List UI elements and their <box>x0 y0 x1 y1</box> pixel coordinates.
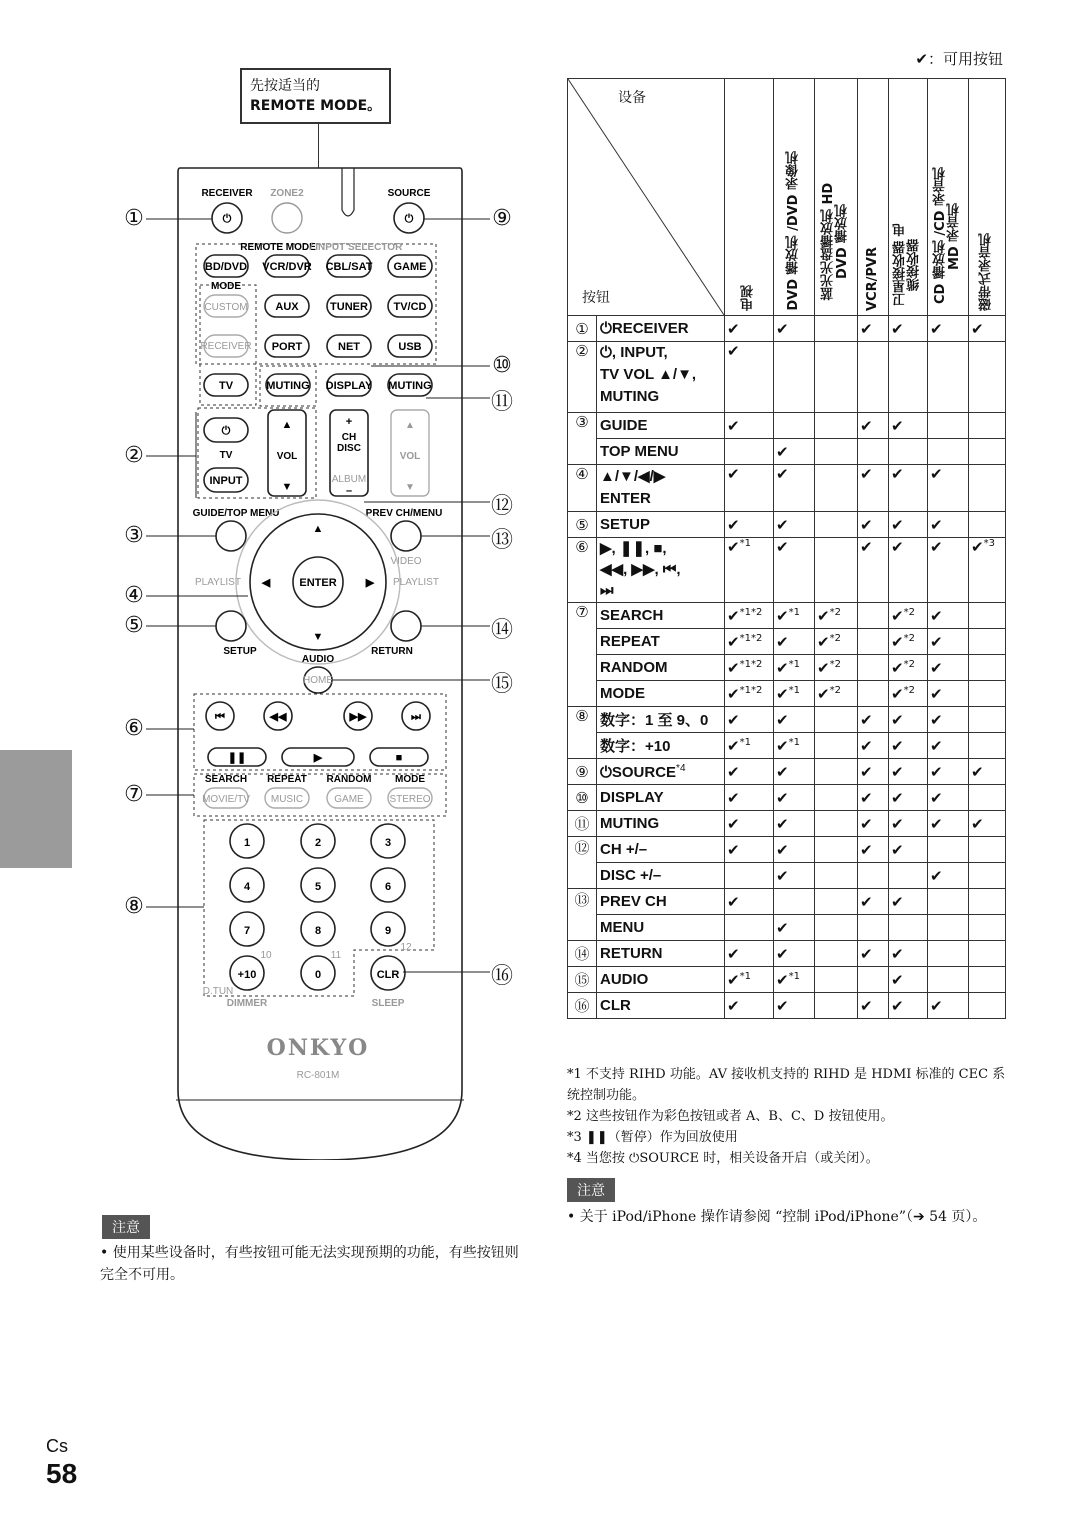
callout-8: ⑧ <box>124 894 144 919</box>
port-label: PORT <box>271 341 303 353</box>
column-header: DVD 播放机 /DVD 录像机 <box>774 79 815 316</box>
vol-label: VOL <box>399 451 421 462</box>
digit-label: +10 <box>237 969 257 981</box>
mode-label: MODE <box>211 281 241 292</box>
minus-icon: – <box>345 485 353 497</box>
column-header: 卫星接收器 电缆接收器 <box>889 79 928 316</box>
usb-label: USB <box>398 341 422 353</box>
game-label: GAME <box>393 261 427 273</box>
callout-11: ⑪ <box>490 390 513 415</box>
receiver-mode-label: RECEIVER <box>200 341 252 352</box>
table-row: RANDOM ✔$^{*1*2}$ ✔$^{*1}$ ✔$^{*2}$ ✔$^{*2}$ ✔ <box>568 655 1006 681</box>
up-arrow-icon: ▲ <box>312 523 324 535</box>
digit-label: 5 <box>314 881 322 893</box>
button-header: 按钮 <box>582 290 610 306</box>
table-row: DISC +/– ✔ ✔ <box>568 863 1006 889</box>
power-icon: ⏻ <box>222 213 232 225</box>
note-badge-left: 注意 <box>102 1215 150 1239</box>
callout-15: ⑮ <box>490 672 513 697</box>
digit-label: 1 <box>243 837 251 849</box>
vcr-dvr-label: VCR/DVR <box>262 261 312 273</box>
column-header: CD 播放机 /CD 录音机 MD 录音机 <box>928 79 969 316</box>
device-header: 设备 <box>618 90 646 106</box>
mode2-label: MODE <box>395 774 425 785</box>
column-header: 蓝光光盘播放机 HD DVD 播放机 <box>815 79 858 316</box>
dtun-label: D.TUN <box>202 986 234 997</box>
power-icon: ⏻ <box>221 425 231 437</box>
table-row: ① ⏻RECEIVER ✔ ✔ ✔ ✔ ✔ ✔ <box>568 316 1006 342</box>
table-row: ② ⏻, INPUT, TV VOL ▲/▼, MUTING ✔ <box>568 342 1006 413</box>
setup-label: SETUP <box>223 646 257 657</box>
digit-label: 2 <box>314 837 322 849</box>
digit-label: 7 <box>243 925 251 937</box>
digit-label: 4 <box>243 881 251 893</box>
up-arrow-icon: ▲ <box>281 419 293 431</box>
table-row: ⑩ DISPLAY ✔ ✔ ✔ ✔ ✔ <box>568 785 1006 811</box>
callout-lines <box>0 0 560 1000</box>
remote-mode-label: REMOTE MODE <box>240 242 316 253</box>
onkyo-logo: ONKYO <box>266 1035 370 1061</box>
digit-label: 3 <box>384 837 392 849</box>
return-label: RETURN <box>371 646 413 657</box>
skip-forward-icon: ⏭ <box>411 711 421 723</box>
callout-4: ④ <box>124 583 144 608</box>
audio-label: AUDIO <box>301 654 335 665</box>
rewind-icon: ◀◀ <box>269 711 287 723</box>
callout-9: ⑨ <box>492 206 512 231</box>
digit-label: 0 <box>314 969 322 981</box>
legend: ✔：可用按钮 <box>915 50 1003 68</box>
table-row: ⑫ CH +/– ✔ ✔ ✔ ✔ <box>568 837 1006 863</box>
callout-12: ⑫ <box>490 494 513 519</box>
repeat-label: REPEAT <box>267 774 307 785</box>
net-label: NET <box>338 341 360 353</box>
movie-tv-label: MOVIE/TV <box>202 794 250 805</box>
display-label: DISPLAY <box>325 380 373 392</box>
table-row: MENU ✔ <box>568 915 1006 941</box>
digit-label: 9 <box>384 925 392 937</box>
enter-label: ENTER <box>299 577 337 589</box>
callout-1: ① <box>124 206 144 231</box>
table-row: ⑯ CLR ✔ ✔ ✔ ✔ ✔ <box>568 993 1006 1019</box>
tv-vol-label: VOL <box>276 451 298 462</box>
dimmer-label: DIMMER <box>226 998 268 1009</box>
down-arrow-icon: ▼ <box>281 481 293 493</box>
table-row: ⑤ SETUP ✔ ✔ ✔ ✔ ✔ <box>568 512 1006 538</box>
video-label: VIDEO <box>390 556 422 567</box>
input-selector-label: / INPUT SELECTOR <box>309 242 403 253</box>
tuner-label: TUNER <box>330 301 368 313</box>
power-icon: ⏻ <box>404 213 414 225</box>
tv-muting-label: MUTING <box>266 380 310 392</box>
compatibility-table <box>567 78 1006 1019</box>
random-label: RANDOM <box>326 774 372 785</box>
right-arrow-icon: ▶ <box>365 577 375 589</box>
callout-2: ② <box>124 443 144 468</box>
pause-icon: ❚❚ <box>227 752 247 764</box>
playlist-right-label: PLAYLIST <box>393 577 439 588</box>
table-row: MODE ✔$^{*1*2}$ ✔$^{*1}$ ✔$^{*2}$ ✔$^{*2}$ ✔ <box>568 681 1006 707</box>
play-icon: ▶ <box>313 752 323 764</box>
table-row: TOP MENU ✔ <box>568 439 1006 465</box>
callout-6: ⑥ <box>124 716 144 741</box>
tv-input-label: INPUT <box>209 475 243 487</box>
n12-label: 12 <box>400 942 412 953</box>
table-row: ⑬ PREV CH ✔ ✔ ✔ <box>568 889 1006 915</box>
table-row: 数字：+10 ✔$^{*1}$ ✔$^{*1}$ ✔ ✔ ✔ <box>568 733 1006 759</box>
column-header: 电视 <box>725 79 774 316</box>
plus-icon: + <box>345 416 353 428</box>
up-arrow-icon: ▲ <box>405 420 415 431</box>
callout-13: ⑬ <box>490 528 513 553</box>
table-row: ⑦ SEARCH ✔$^{*1*2}$ ✔$^{*1}$ ✔$^{*2}$ ✔$^{*2}$ ✔ <box>568 603 1006 629</box>
tv-cd-label: TV/CD <box>393 301 427 313</box>
table-row: ③ GUIDE ✔ ✔ ✔ <box>568 413 1006 439</box>
table-row: ⑮ AUDIO ✔$^{*1}$ ✔$^{*1}$ ✔ <box>568 967 1006 993</box>
tv-label: TV <box>219 450 233 461</box>
left-arrow-icon: ◀ <box>261 577 271 589</box>
muting-label: MUTING <box>388 380 432 392</box>
bd-dvd-label: BD/DVD <box>204 261 248 273</box>
stereo-label: STEREO <box>389 794 431 805</box>
callout-10: ⑩ <box>492 353 512 378</box>
music-label: MUSIC <box>270 794 304 805</box>
page-number: 58 <box>46 1458 78 1489</box>
digit-label: 8 <box>314 925 322 937</box>
skip-back-icon: ⏮ <box>215 711 225 723</box>
source-label: SOURCE <box>387 188 431 199</box>
fast-forward-icon: ▶▶ <box>349 711 367 723</box>
album-label: ALBUM <box>331 474 367 485</box>
custom-label: CUSTOM <box>204 302 248 313</box>
model-label: RC-801M <box>296 1070 340 1081</box>
down-arrow-icon: ▼ <box>312 631 324 643</box>
game-mode-label: GAME <box>334 794 364 805</box>
table-row: ⑪ MUTING ✔ ✔ ✔ ✔ ✔ ✔ <box>568 811 1006 837</box>
table-row: REPEAT ✔$^{*1*2}$ ✔ ✔$^{*2}$ ✔$^{*2}$ ✔ <box>568 629 1006 655</box>
footnote-3: *3 ❚❚（暂停）作为回放使用 <box>567 1130 738 1145</box>
table-row: ⑥ ▶, ❚❚, ■, ◀◀, ▶▶, ⏮, ⏭ ✔$^{*1}$ ✔ ✔ ✔ ✔ ✔$^{*3}$ <box>568 538 1006 603</box>
sleep-label: SLEEP <box>371 998 405 1009</box>
home-label: HOME <box>303 675 333 686</box>
note-left: • 使用某些设备时，有些按钮可能无法实现预期的功能，有些按钮则完全不可用。 <box>100 1245 519 1283</box>
digit-label: CLR <box>376 969 400 981</box>
column-header: VCR/PVR <box>858 79 889 316</box>
down-arrow-icon: ▼ <box>405 482 415 493</box>
header-corner <box>568 79 725 316</box>
table-row: ⑨ ⏻SOURCE$^{*4}$ ✔ ✔ ✔ ✔ ✔ ✔ <box>568 759 1006 785</box>
receiver-label: RECEIVER <box>201 188 253 199</box>
page-lang: Cs <box>46 1436 68 1456</box>
callout-line1: 先按适当的 <box>250 78 320 94</box>
n10-label: 10 <box>260 950 272 961</box>
callout-line2: REMOTE MODE。 <box>250 98 382 114</box>
callout-16: ⑯ <box>490 964 513 989</box>
note-badge-right: 注意 <box>567 1178 615 1202</box>
zone2-label: ZONE2 <box>270 188 304 199</box>
callout-3: ③ <box>124 523 144 548</box>
tv-mode-label: TV <box>218 380 234 392</box>
cbl-sat-label: CBL/SAT <box>325 261 373 273</box>
n11-label: 11 <box>330 950 342 961</box>
callout-7: ⑦ <box>124 782 144 807</box>
callout-5: ⑤ <box>124 613 144 638</box>
footnote-4: *4 当您按 ⏻SOURCE 时，相关设备开启（或关闭）。 <box>567 1151 879 1166</box>
guide-label: GUIDE/TOP MENU <box>192 508 280 519</box>
search-label: SEARCH <box>204 774 248 785</box>
aux-label: AUX <box>275 301 299 313</box>
playlist-left-label: PLAYLIST <box>195 577 241 588</box>
table-header-row <box>568 79 1006 316</box>
column-header: 磁带式录音机 <box>969 79 1006 316</box>
table-row: ⑧ 数字：1 至 9、0 ✔ ✔ ✔ ✔ ✔ <box>568 707 1006 733</box>
table-row: ④ ▲/▼/◀/▶ ENTER ✔ ✔ ✔ ✔ ✔ <box>568 465 1006 512</box>
disc-label: DISC <box>337 443 361 454</box>
footnote-1: *1 不支持 RIHD 功能。AV 接收机支持的 RIHD 是 HDMI 标准的 CEC 系统控制功能。 <box>567 1067 1006 1103</box>
note-right: • 关于 iPod/iPhone 操作请参阅 “控制 iPod/iPhone”（➔ 54 页）。 <box>567 1209 987 1225</box>
stop-icon: ■ <box>395 752 403 764</box>
table-row: ⑭ RETURN ✔ ✔ ✔ ✔ <box>568 941 1006 967</box>
digit-label: 6 <box>384 881 392 893</box>
prevch-label: PREV CH/MENU <box>365 508 443 519</box>
footnote-2: *2 这些按钮作为彩色按钮或者 A、B、C、D 按钮使用。 <box>567 1109 894 1124</box>
callout-14: ⑭ <box>490 618 513 643</box>
ch-label: CH <box>341 432 357 443</box>
